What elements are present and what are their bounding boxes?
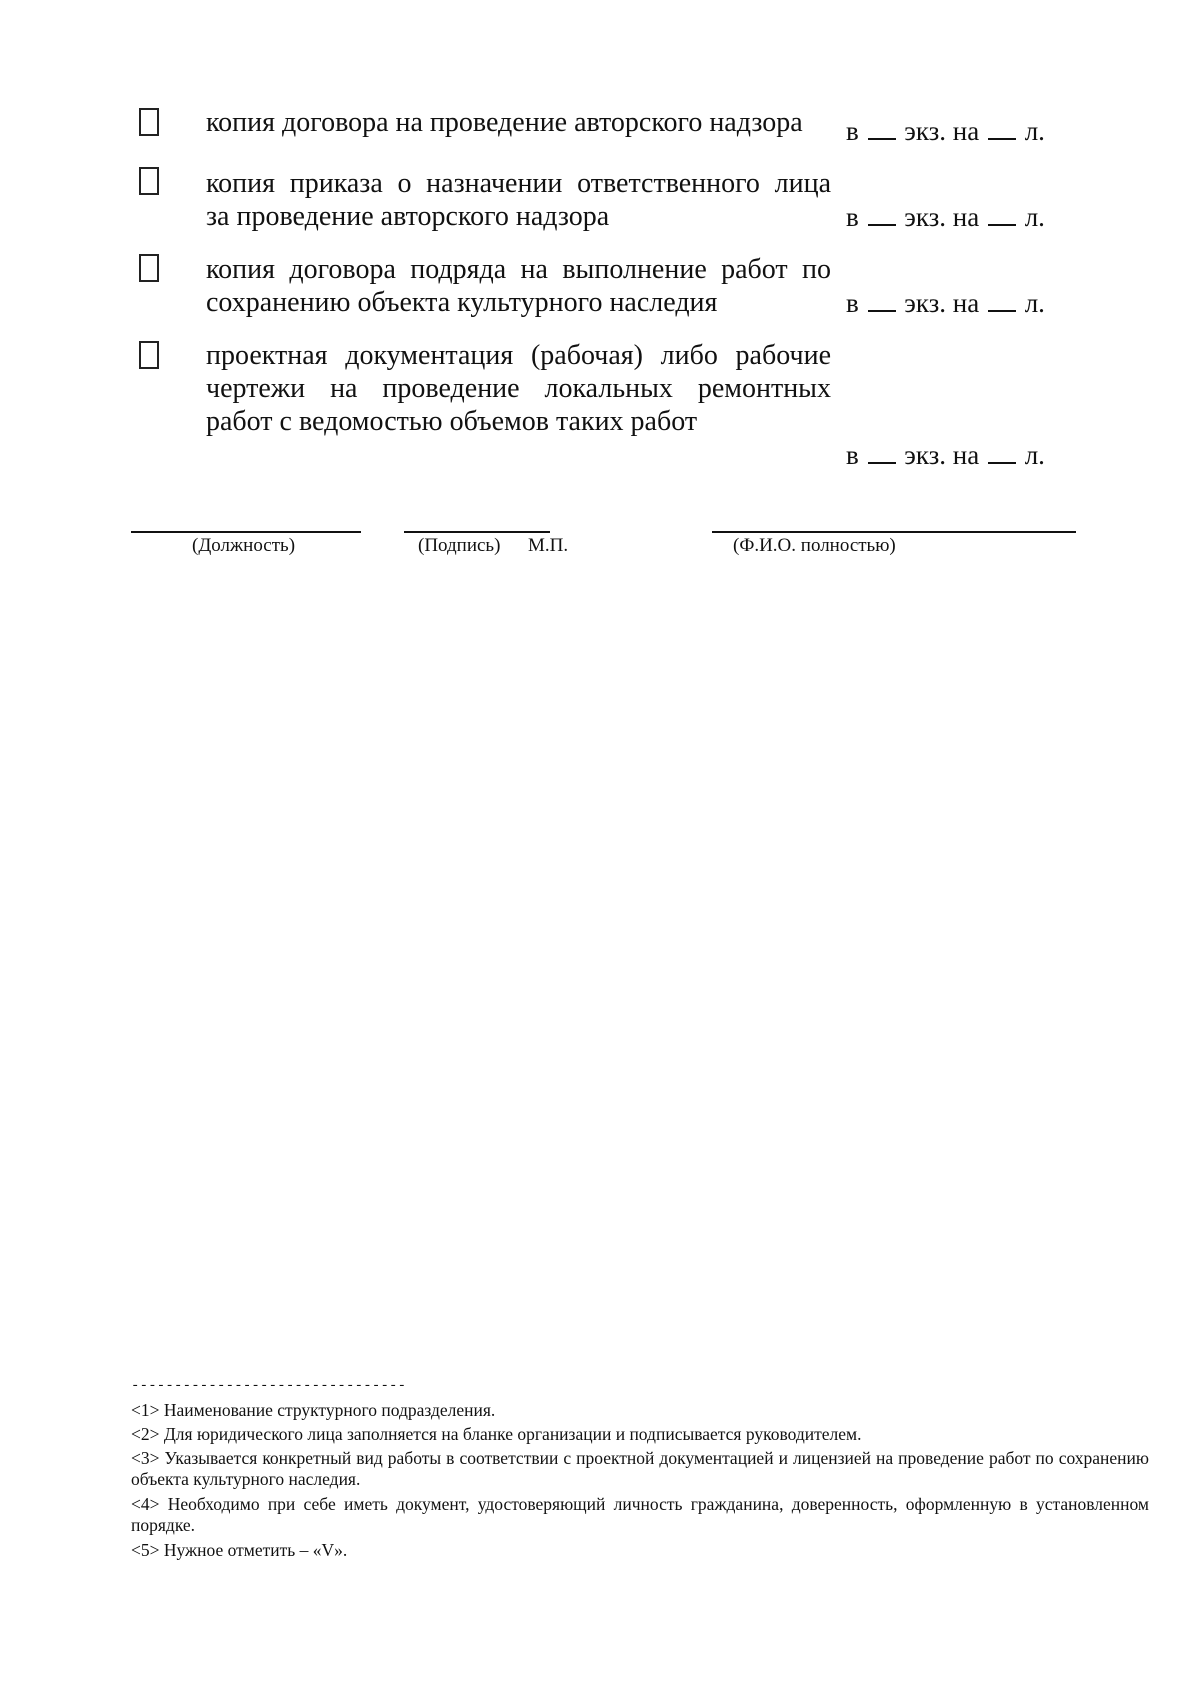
- quantity-prefix: в: [846, 440, 859, 470]
- item-3-quantity: [846, 287, 1046, 319]
- footnote-1: <1> Наименование структурного подразделения.: [131, 1400, 496, 1420]
- sheets-blank[interactable]: [988, 442, 1016, 464]
- footnote-5: <5> Нужное отметить – «V».: [131, 1540, 348, 1560]
- footnote-2: <2> Для юридического лица заполняется на бланке организации и подписывается руководителем.: [131, 1424, 862, 1444]
- position-line[interactable]: [131, 531, 361, 533]
- item-4-line-1: проектная документация (рабочая) либо рабочие: [206, 340, 831, 371]
- item-2-line-2: за проведение авторского надзора: [206, 201, 610, 232]
- signature-line[interactable]: [404, 531, 550, 533]
- quantity-middle: экз. на: [904, 288, 980, 318]
- copies-blank[interactable]: [868, 442, 896, 464]
- item-2-quantity: [846, 201, 1046, 233]
- item-3-line-1: копия договора подряда на выполнение работ по: [206, 254, 831, 285]
- sheets-blank[interactable]: [988, 290, 1016, 312]
- footnote-separator: --------------------------------: [131, 1378, 407, 1394]
- item-2-checkbox[interactable]: [139, 167, 159, 195]
- item-4-quantity: [846, 439, 1046, 471]
- item-4-line-3: работ с ведомостью объемов таких работ: [206, 406, 698, 437]
- quantity-middle: экз. на: [904, 116, 980, 146]
- quantity-suffix: л.: [1024, 288, 1045, 318]
- item-3-text: [206, 253, 831, 319]
- quantity-suffix: л.: [1024, 116, 1045, 146]
- position-caption: (Должность): [192, 535, 296, 556]
- item-4-text: [206, 339, 831, 438]
- footnote-4: <4> Необходимо при себе иметь документ, удостоверяющий личность гражданина, доверенность, оформленную в установленном порядке.: [131, 1494, 1149, 1535]
- sheets-blank[interactable]: [988, 118, 1016, 140]
- copies-blank[interactable]: [868, 118, 896, 140]
- quantity-middle: экз. на: [904, 202, 980, 232]
- item-4-line-2: чертежи на проведение локальных ремонтных: [206, 373, 831, 404]
- item-3-line-2: сохранению объекта культурного наследия: [206, 287, 718, 318]
- item-1-text: [206, 106, 831, 139]
- stamp-caption: М.П.: [528, 535, 569, 556]
- footnote-3: <3> Указывается конкретный вид работы в соответствии с проектной документацией и лицензией на проведение работ по сохранению объекта культурного наследия.: [131, 1448, 1149, 1489]
- quantity-prefix: в: [846, 202, 859, 232]
- quantity-prefix: в: [846, 116, 859, 146]
- copies-blank[interactable]: [868, 204, 896, 226]
- quantity-prefix: в: [846, 288, 859, 318]
- item-4-checkbox[interactable]: [139, 341, 159, 369]
- copies-blank[interactable]: [868, 290, 896, 312]
- full-name-line[interactable]: [712, 531, 1076, 533]
- item-1-quantity: [846, 115, 1046, 147]
- item-1-line-1: копия договора на проведение авторского надзора: [206, 107, 803, 138]
- item-2-text: [206, 167, 831, 233]
- signature-caption: (Подпись): [418, 535, 501, 556]
- full-name-caption: (Ф.И.О. полностью): [733, 535, 896, 556]
- item-3-checkbox[interactable]: [139, 254, 159, 282]
- quantity-suffix: л.: [1024, 202, 1045, 232]
- item-2-line-1: копия приказа о назначении ответственного лица: [206, 168, 831, 199]
- item-1-checkbox[interactable]: [139, 108, 159, 136]
- quantity-suffix: л.: [1024, 440, 1045, 470]
- quantity-middle: экз. на: [904, 440, 980, 470]
- sheets-blank[interactable]: [988, 204, 1016, 226]
